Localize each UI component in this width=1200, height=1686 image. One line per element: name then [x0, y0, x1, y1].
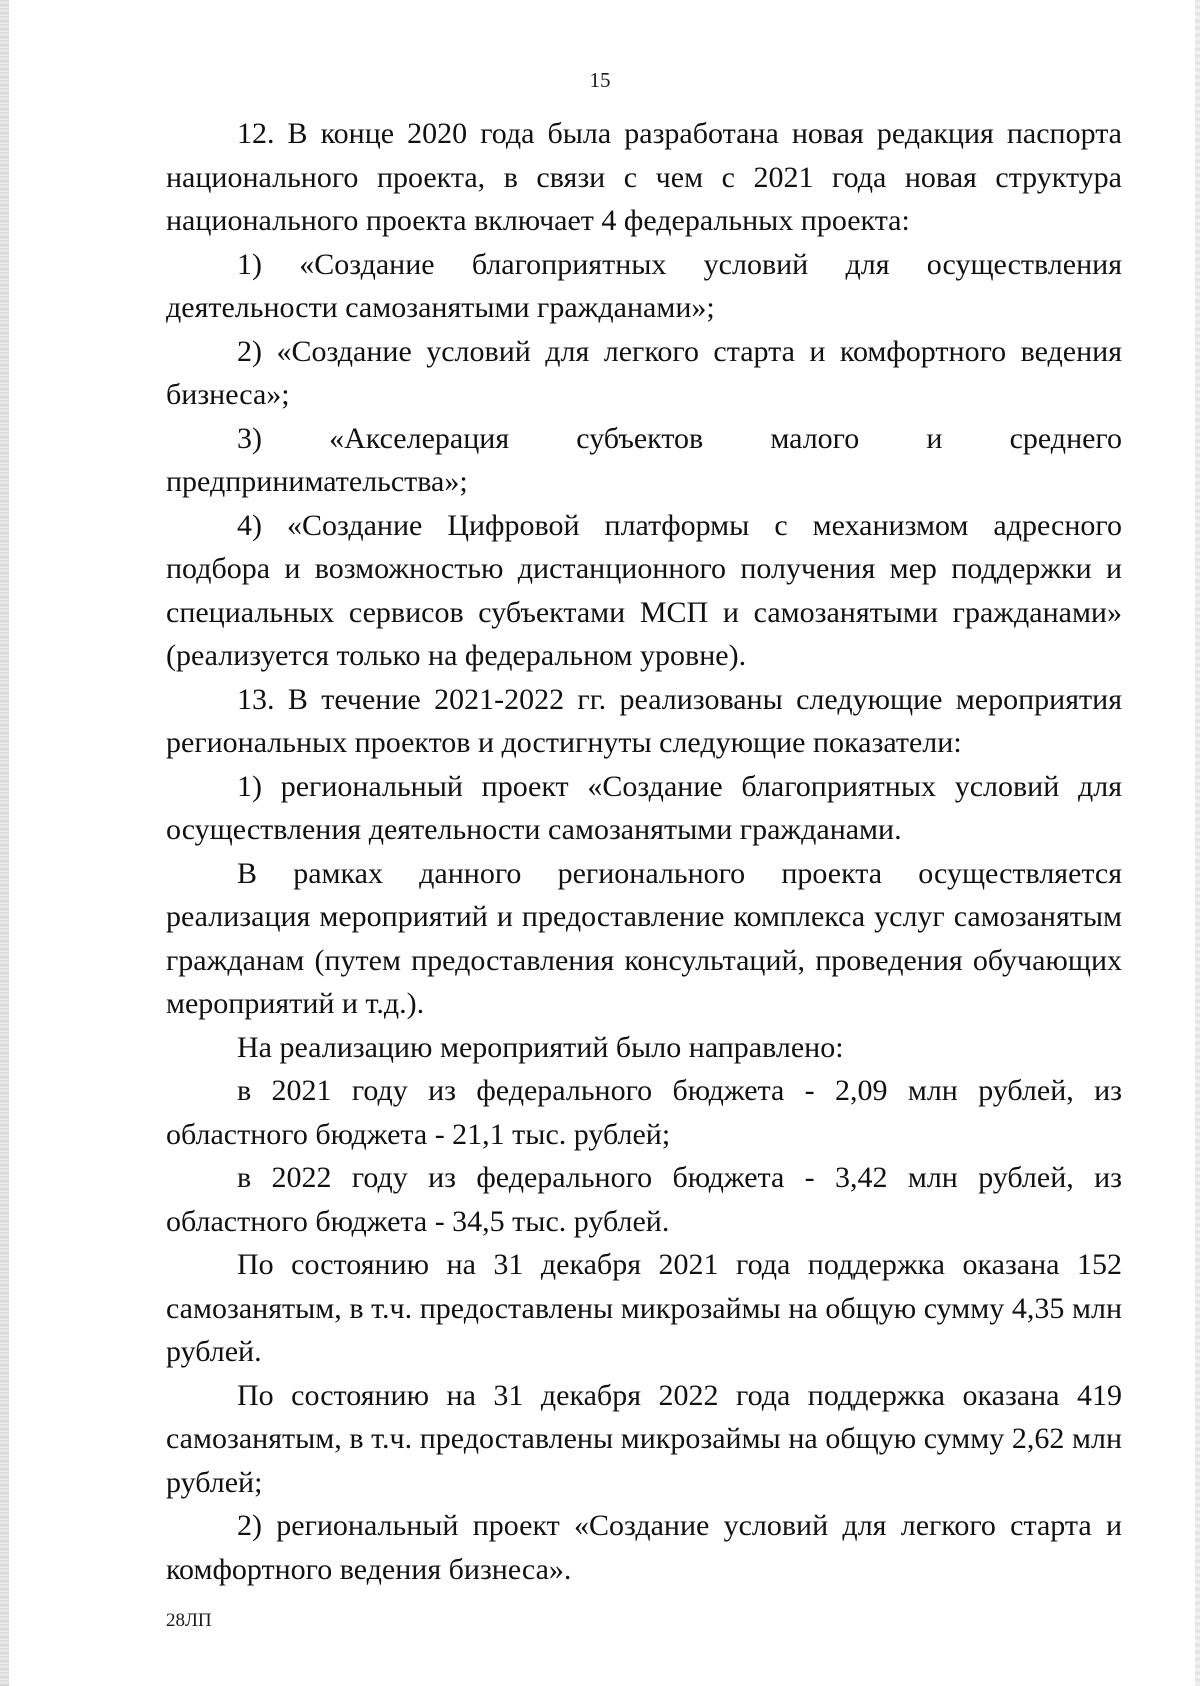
paragraph-support-2022: По состоянию на 31 декабря 2022 года поддержка оказана 419 самозанятым, в т.ч. предоставлены микрозаймы на общую сумму 2,62 млн рублей; — [166, 1378, 1122, 1499]
paragraph-federal-project-2: 2) «Создание условий для легкого старта и комфортного ведения бизнеса»; — [166, 334, 1122, 411]
paragraph-regional-project-1: 1) региональный проект «Создание благоприятных условий для осуществления деятельности самозанятыми гражданами. — [166, 769, 1122, 846]
document-body — [166, 112, 1122, 1591]
paragraph-13-intro: 13. В течение 2021-2022 гг. реализованы следующие мероприятия региональных проектов и достигнуты следующие показатели: — [166, 682, 1122, 759]
paragraph-support-2021: По состоянию на 31 декабря 2021 года поддержка оказана 152 самозанятым, в т.ч. предоставлены микрозаймы на общую сумму 4,35 млн рублей. — [166, 1248, 1122, 1368]
paragraph-funding-intro: На реализацию мероприятий было направлено: — [237, 1030, 844, 1064]
footer-document-code: 28ЛП — [166, 1610, 212, 1631]
paragraph-federal-project-3: 3) «Акселерация субъектов малого и среднего предпринимательства»; — [166, 421, 1122, 498]
paragraph-funding-2021: в 2021 году из федерального бюджета - 2,09 млн рублей, из областного бюджета - 21,1 тыс. рублей; — [166, 1074, 1122, 1151]
scan-edge-right — [1195, 0, 1200, 1686]
paragraph-regional-project-1-scope: В рамках данного регионального проекта осуществляется реализация мероприятий и предоставление комплекса услуг самозанятым гражданам (путем предоставления консультаций, проведения обучающих мероприятий и т.д.). — [166, 856, 1122, 1020]
paragraph-funding-2022: в 2022 году из федерального бюджета - 3,42 млн рублей, из областного бюджета - 34,5 тыс. рублей. — [166, 1161, 1122, 1238]
paragraph-federal-project-1: 1) «Создание благоприятных условий для осуществления деятельности самозанятыми гражданами»; — [166, 247, 1122, 324]
paragraph-regional-project-2: 2) региональный проект «Создание условий для легкого старта и комфортного ведения бизнеса». — [166, 1509, 1122, 1586]
paragraph-federal-project-4: 4) «Создание Цифровой платформы с механизмом адресного подбора и возможностью дистанционного получения мер поддержки и специальных сервисов субъектами МСП и самозанятыми гражданами» (реализуется только на федеральном уровне). — [166, 508, 1122, 672]
paragraph-12-intro: 12. В конце 2020 года была разработана новая редакция паспорта национального проекта, в связи с чем с 2021 года новая структура национального проекта включает 4 федеральных проекта: — [166, 117, 1122, 237]
page-number: 15 — [589, 68, 611, 92]
scan-edge-left — [0, 0, 9, 1686]
